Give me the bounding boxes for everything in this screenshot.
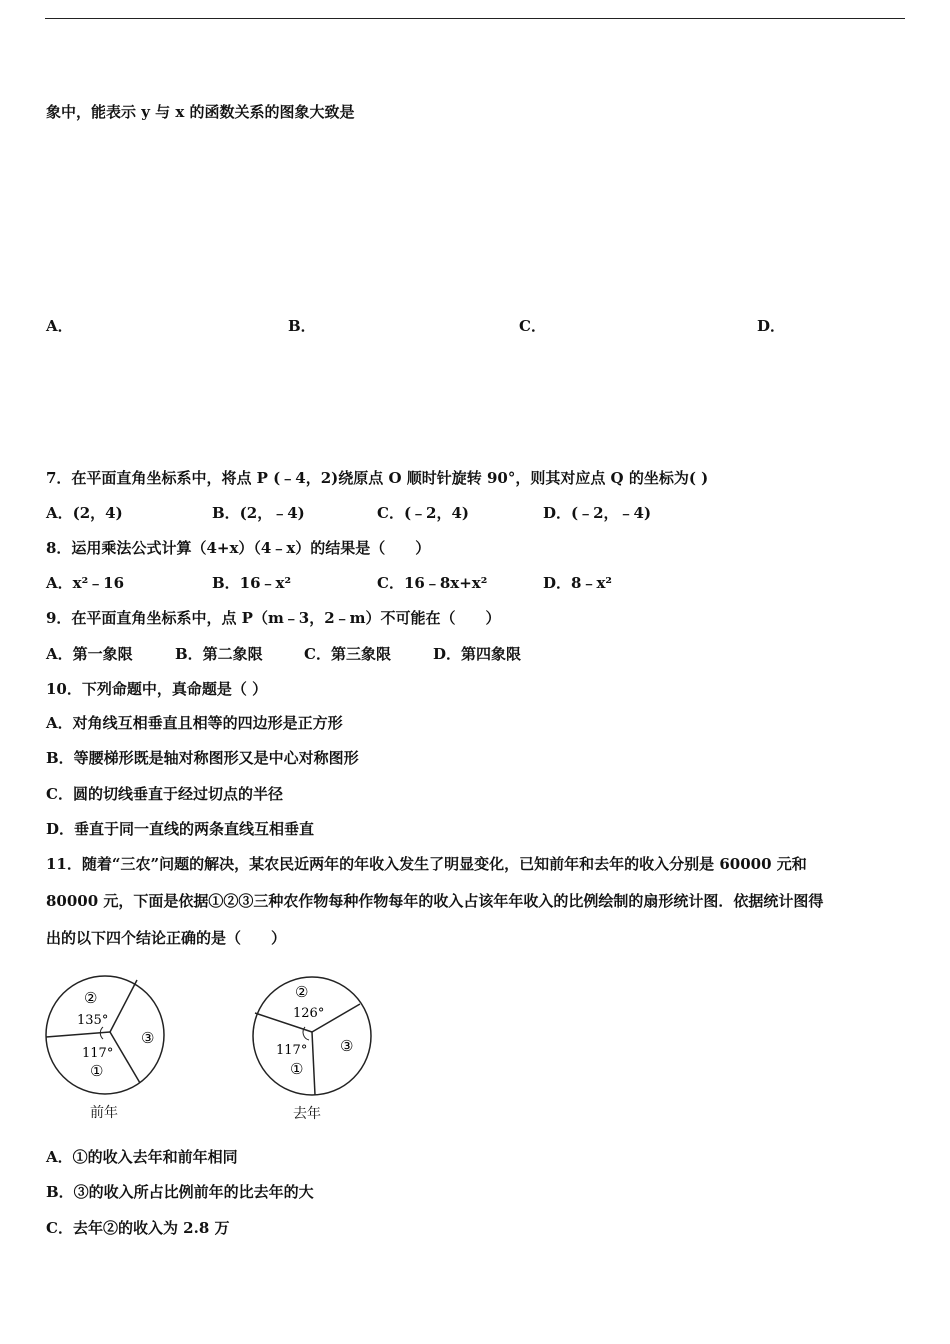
angle-arc bbox=[303, 1027, 309, 1040]
q11-option-b[interactable]: B．③的收入所占比例前年的比去年的大 bbox=[46, 1183, 314, 1201]
q6-stem: 象中，能表示 y 与 x 的函数关系的图象大致是 bbox=[46, 103, 355, 121]
pie-slice-label-3: ③ bbox=[141, 1029, 155, 1047]
q6-option-c[interactable]: C． bbox=[519, 317, 546, 335]
q6-option-a[interactable]: A． bbox=[46, 317, 73, 335]
pie-angle-label: 117° bbox=[276, 1043, 308, 1058]
pie-angle-label: 135° bbox=[77, 1013, 109, 1028]
pie-slice-label-2: ② bbox=[84, 989, 98, 1007]
q10-option-b[interactable]: B．等腰梯形既是轴对称图形又是中心对称图形 bbox=[46, 749, 359, 767]
q9-option-b[interactable]: B．第二象限 bbox=[175, 645, 263, 663]
header-rule bbox=[45, 18, 905, 19]
q9-option-d[interactable]: D．第四象限 bbox=[433, 645, 522, 663]
q8-option-a[interactable]: A．x²﹣16 bbox=[46, 574, 125, 592]
q8-option-d[interactable]: D．8﹣x² bbox=[543, 574, 612, 592]
q8-option-c[interactable]: C．16﹣8x+x² bbox=[377, 574, 488, 592]
q11-stem-line-1: 11．随着“三农”问题的解决，某农民近两年的年收入发生了明显变化，已知前年和去年的收入分别是 60000 元和 bbox=[46, 855, 807, 873]
q11-option-a[interactable]: A．①的收入去年和前年相同 bbox=[46, 1148, 238, 1166]
q9-stem: 9．在平面直角坐标系中，点 P（m﹣3，2﹣m）不可能在（ ） bbox=[46, 609, 501, 627]
q10-option-d[interactable]: D．垂直于同一直线的两条直线互相垂直 bbox=[46, 820, 315, 838]
pie-chart-last-year bbox=[247, 970, 377, 1100]
q7-option-c[interactable]: C．(﹣2，4) bbox=[377, 504, 470, 522]
q6-option-d[interactable]: D． bbox=[757, 317, 786, 335]
pie-slice-label-1: ① bbox=[90, 1062, 104, 1080]
q6-option-b[interactable]: B． bbox=[288, 317, 316, 335]
q7-option-d[interactable]: D．(﹣2，﹣4) bbox=[543, 504, 652, 522]
pie-caption-previous-year: 前年 bbox=[90, 1105, 118, 1121]
pie-divider bbox=[312, 1032, 315, 1095]
pie-divider bbox=[110, 1032, 140, 1083]
q7-option-b[interactable]: B．(2，﹣4) bbox=[212, 504, 305, 522]
q10-option-a[interactable]: A．对角线互相垂直且相等的四边形是正方形 bbox=[46, 714, 343, 732]
q7-option-a[interactable]: A．(2，4) bbox=[46, 504, 123, 522]
q9-option-a[interactable]: A．第一象限 bbox=[46, 645, 133, 663]
q11-stem-line-3: 出的以下四个结论正确的是（ ） bbox=[46, 929, 287, 947]
pie-slice-label-2: ② bbox=[295, 983, 309, 1001]
q9-option-c[interactable]: C．第三象限 bbox=[304, 645, 391, 663]
pie-angle-label: 117° bbox=[82, 1046, 114, 1061]
pie-divider bbox=[110, 980, 137, 1032]
pie-caption-last-year: 去年 bbox=[293, 1106, 321, 1122]
pie-slice-label-1: ① bbox=[290, 1060, 304, 1078]
q11-option-c[interactable]: C．去年②的收入为 2.8 万 bbox=[46, 1219, 230, 1237]
q8-stem: 8．运用乘法公式计算（4+x）（4﹣x）的结果是（ ） bbox=[46, 539, 431, 557]
q10-option-c[interactable]: C．圆的切线垂直于经过切点的半径 bbox=[46, 785, 283, 803]
pie-chart-previous-year bbox=[40, 970, 170, 1100]
pie-slice-label-3: ③ bbox=[340, 1037, 354, 1055]
pie-angle-label: 126° bbox=[293, 1006, 325, 1021]
q11-stem-line-2: 80000 元，下面是依据①②③三种农作物每种作物每年的收入占该年年收入的比例绘制的扇形统计图．依据统计图得 bbox=[46, 892, 824, 910]
q7-stem: 7．在平面直角坐标系中，将点 P (﹣4，2)绕原点 O 顺时针旋转 90°，则其对应点 Q 的坐标为( ) bbox=[46, 469, 709, 487]
q10-stem: 10．下列命题中，真命题是（ ） bbox=[46, 680, 268, 698]
q8-option-b[interactable]: B．16﹣x² bbox=[212, 574, 292, 592]
